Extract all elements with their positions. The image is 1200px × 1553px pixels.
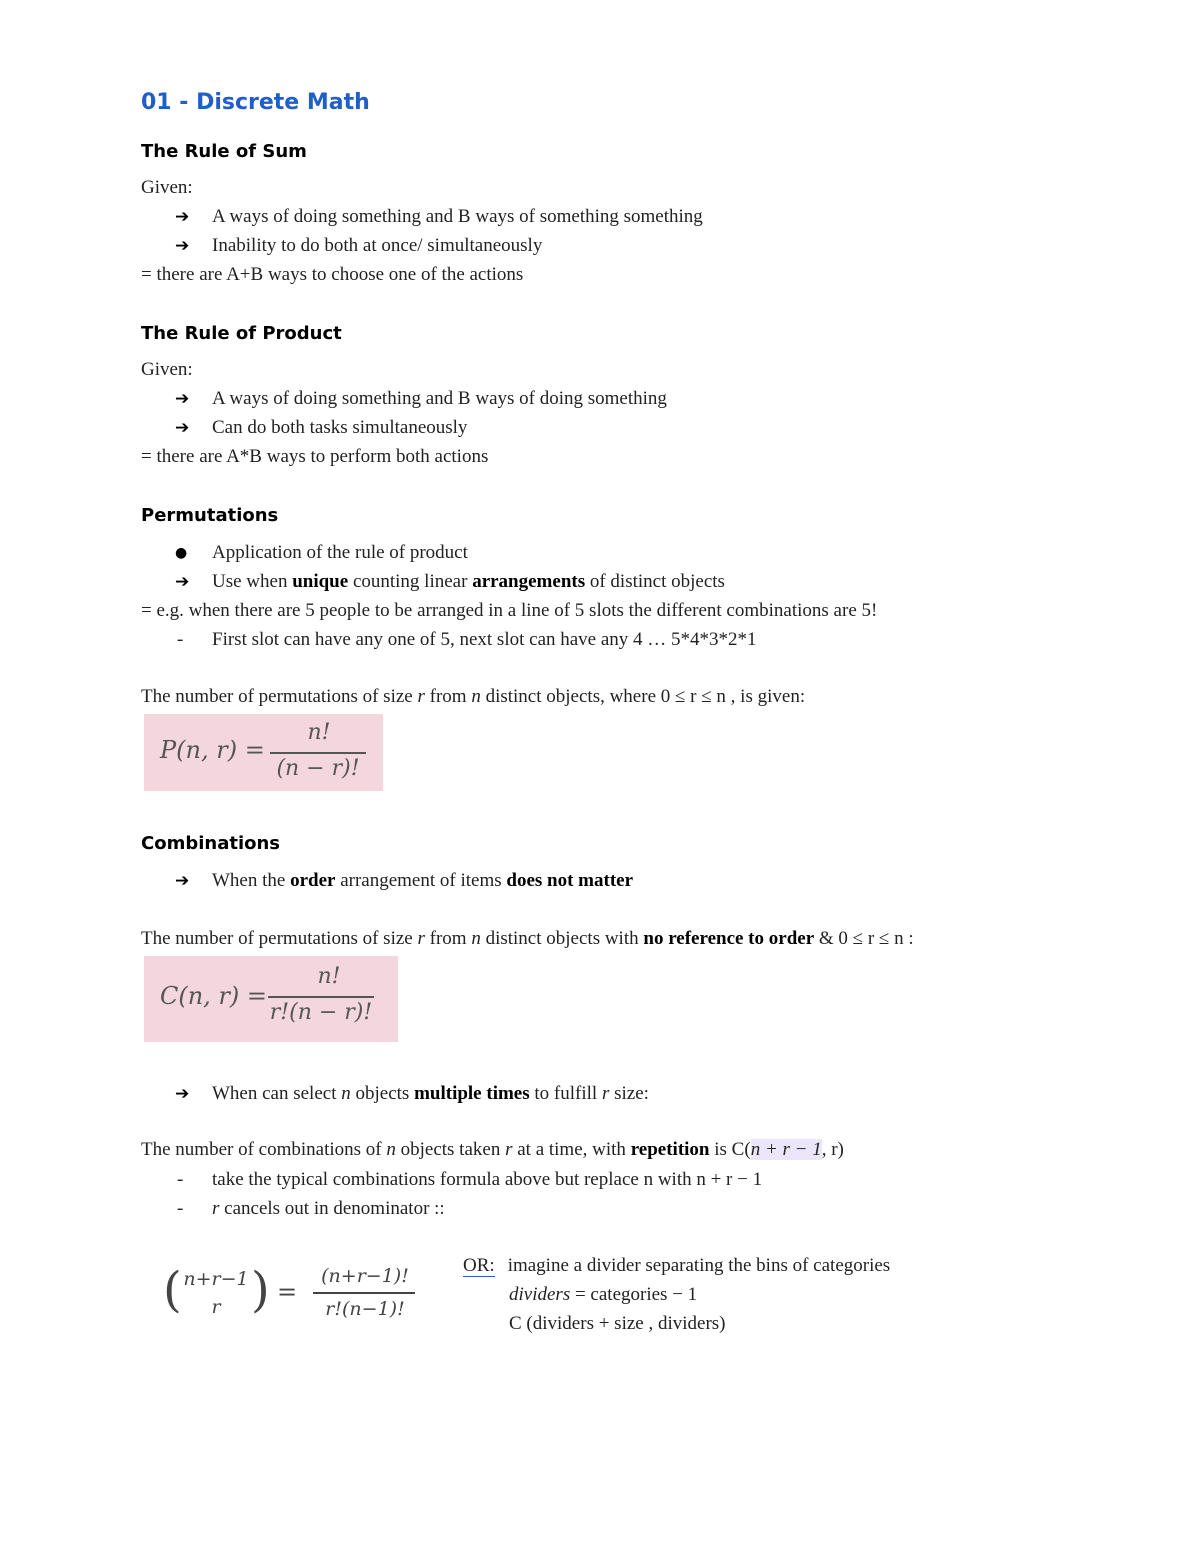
page-title: 01 - Discrete Math	[141, 90, 370, 115]
perm-description: The number of permutations of size r from n distinct objects, where 0 ≤ r ≤ n , is given:	[141, 686, 806, 707]
perm-formula-denominator: (n − r)!	[276, 756, 360, 781]
sum-item-1: A ways of doing something and B ways of something something	[212, 206, 703, 227]
heading-permutations: Permutations	[141, 505, 279, 526]
dash-marker: -	[177, 629, 184, 650]
arrow-icon: ➔	[175, 207, 190, 227]
perm-formula-lhs: P(n, r) =	[160, 736, 265, 764]
product-result: = there are A*B ways to perform both actions	[141, 446, 489, 467]
arrow-icon: ➔	[175, 1084, 190, 1104]
arrow-icon: ➔	[175, 572, 190, 592]
dash-marker: -	[177, 1198, 184, 1219]
or-label: OR:	[463, 1255, 495, 1276]
perm-bullet: Application of the rule of product	[212, 542, 468, 563]
equals-sign: =	[277, 1278, 298, 1306]
arrow-icon: ➔	[175, 389, 190, 409]
repetition-dash-1: take the typical combinations formula above but replace n with n + r − 1	[212, 1169, 763, 1190]
arrow-icon: ➔	[175, 418, 190, 438]
product-item-2: Can do both tasks simultaneously	[212, 417, 468, 438]
repetition-dash-2: r cancels out in denominator ::	[212, 1198, 445, 1219]
repetition-denominator: r!(n−1)!	[325, 1298, 405, 1320]
heading-combinations: Combinations	[141, 833, 281, 854]
perm-arrow-line: Use when unique counting linear arrangements of distinct objects	[212, 571, 725, 592]
dash-marker: -	[177, 1169, 184, 1190]
binomial-bottom: r	[211, 1296, 221, 1318]
repetition-numerator: (n+r−1)!	[321, 1265, 409, 1287]
repetition-formula	[163, 1258, 423, 1334]
fraction-bar	[268, 996, 374, 998]
perm-example: = e.g. when there are 5 people to be arranged in a line of 5 slots the different combinations are 5!	[141, 600, 878, 621]
or-line-1: OR: imagine a divider separating the bins of categories	[463, 1255, 891, 1276]
repetition-description: The number of combinations of n objects taken r at a time, with repetition is C(n + r − 1, r)	[141, 1139, 844, 1160]
fraction-bar	[313, 1292, 415, 1294]
right-paren: )	[251, 1262, 270, 1318]
bullet-icon: ●	[175, 545, 188, 561]
highlighted-expression: n + r − 1	[750, 1139, 822, 1160]
binomial-top: n+r−1	[183, 1268, 249, 1290]
heading-rule-of-sum: The Rule of Sum	[141, 141, 307, 162]
fraction-bar	[270, 752, 366, 754]
sum-item-2: Inability to do both at once/ simultaneously	[212, 235, 543, 256]
perm-formula-numerator: n!	[307, 720, 331, 745]
comb-description: The number of permutations of size r from n distinct objects with no reference to order & 0 ≤ r ≤ n :	[141, 928, 914, 949]
permutation-formula	[144, 714, 383, 791]
or-line-3: C (dividers + size , dividers)	[509, 1313, 726, 1334]
comb-formula-lhs: C(n, r) =	[160, 982, 268, 1010]
heading-rule-of-product: The Rule of Product	[141, 323, 342, 344]
left-paren: (	[163, 1262, 182, 1318]
product-given: Given:	[141, 359, 193, 380]
repetition-arrow-line: When can select n objects multiple times to fulfill r size:	[212, 1083, 649, 1104]
combination-formula	[144, 956, 398, 1042]
comb-arrow-line: When the order arrangement of items does not matter	[212, 870, 634, 891]
perm-dash-item: First slot can have any one of 5, next slot can have any 4 … 5*4*3*2*1	[212, 629, 757, 650]
comb-formula-numerator: n!	[317, 964, 341, 989]
or-line-2: dividers = categories − 1	[509, 1284, 698, 1305]
comb-formula-denominator: r!(n − r)!	[269, 1000, 373, 1025]
product-item-1: A ways of doing something and B ways of doing something	[212, 388, 667, 409]
sum-given: Given:	[141, 177, 193, 198]
sum-result: = there are A+B ways to choose one of the actions	[141, 264, 524, 285]
arrow-icon: ➔	[175, 236, 190, 256]
arrow-icon: ➔	[175, 871, 190, 891]
